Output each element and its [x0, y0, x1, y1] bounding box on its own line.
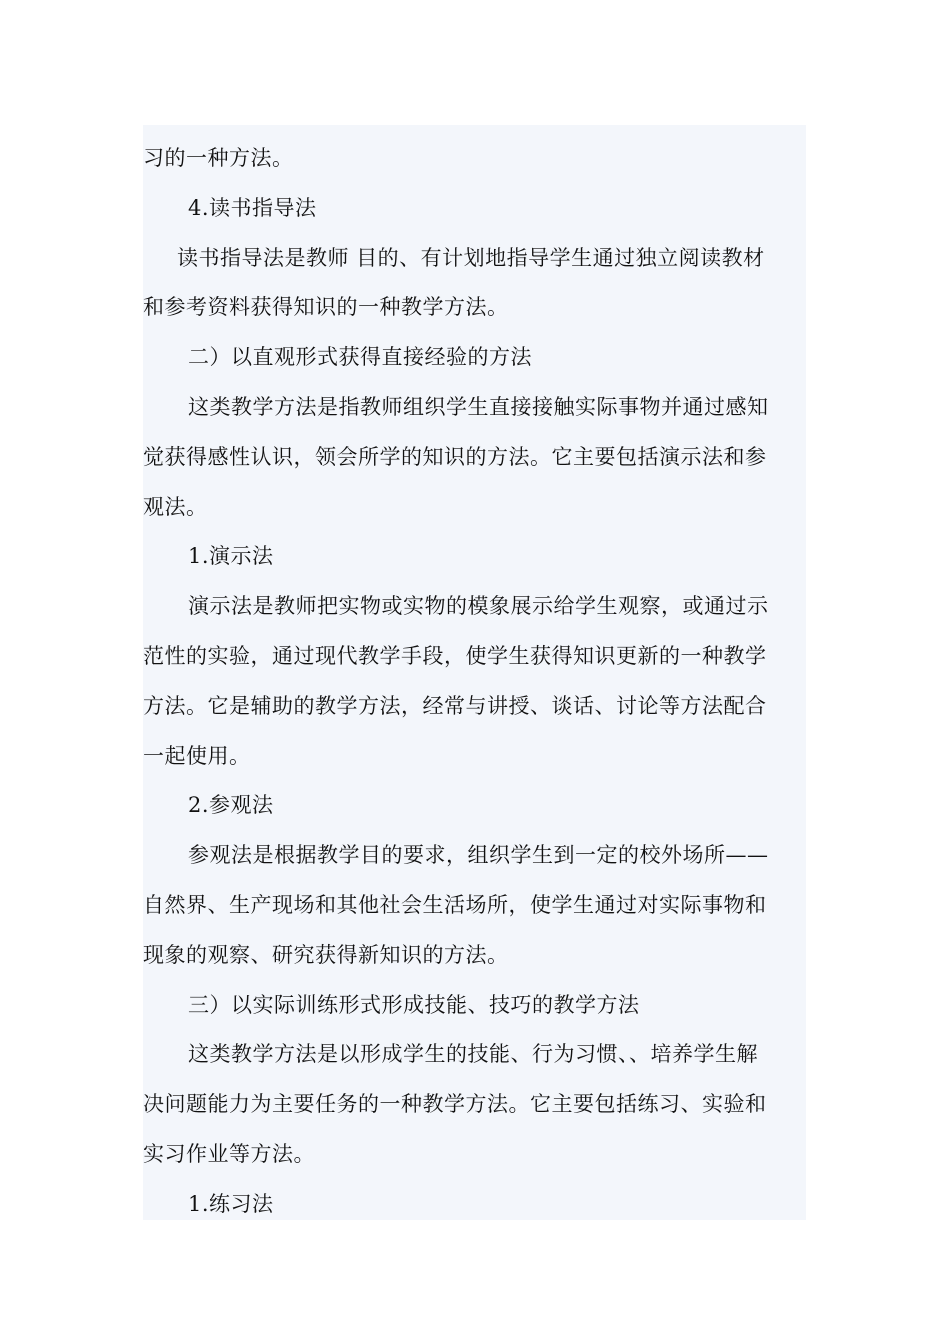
- document-body: [143, 134, 806, 1230]
- text-line: 范性的实验，通过现代教学手段，使学生获得知识更新的一种教学: [143, 643, 767, 668]
- text-line: 和参考资料获得知识的一种教学方法。: [143, 295, 509, 320]
- text-line-continuation: 习的一种方法。: [143, 146, 294, 170]
- section-heading-three: 三）以实际训练形式形成技能、技巧的教学方法: [188, 992, 640, 1017]
- subheading-demonstration: 1.演示法: [188, 544, 274, 569]
- text-line: 觉获得感性认识，领会所学的知识的方法。它主要包括演示法和参: [143, 444, 767, 469]
- text-line: 这类教学方法是指教师组织学生直接接触实际事物并通过感知: [188, 394, 769, 419]
- section-heading-two: 二）以直观形式获得直接经验的方法: [188, 345, 532, 370]
- text-line: 决问题能力为主要任务的一种教学方法。它主要包括练习、实验和: [143, 1092, 767, 1117]
- text-line: 实习作业等方法。: [143, 1141, 315, 1166]
- text-line: 方法。它是辅助的教学方法，经常与讲授、谈话、讨论等方法配合: [143, 693, 767, 718]
- subheading-visit: 2.参观法: [188, 793, 274, 818]
- text-line: 自然界、生产现场和其他社会生活场所，使学生通过对实际事物和: [143, 892, 767, 917]
- subheading-reading-guidance: 4.读书指导法: [188, 195, 317, 220]
- text-line: 这类教学方法是以形成学生的技能、行为习惯、、培养学生解: [188, 1042, 758, 1067]
- subheading-practice: 1.练习法: [188, 1191, 274, 1216]
- text-line: 参观法是根据教学目的要求，组织学生到一定的校外场所——: [188, 843, 769, 868]
- text-line: 一起使用。: [143, 743, 251, 768]
- text-line: 现象的观察、研究获得新知识的方法。: [143, 942, 509, 967]
- text-line: 演示法是教师把实物或实物的模象展示给学生观察，或通过示: [188, 594, 769, 619]
- document-page: [143, 125, 806, 1220]
- text-line: 观法。: [143, 494, 208, 519]
- text-line: 读书指导法是教师 目的、有计划地指导学生通过独立阅读教材: [177, 245, 765, 270]
